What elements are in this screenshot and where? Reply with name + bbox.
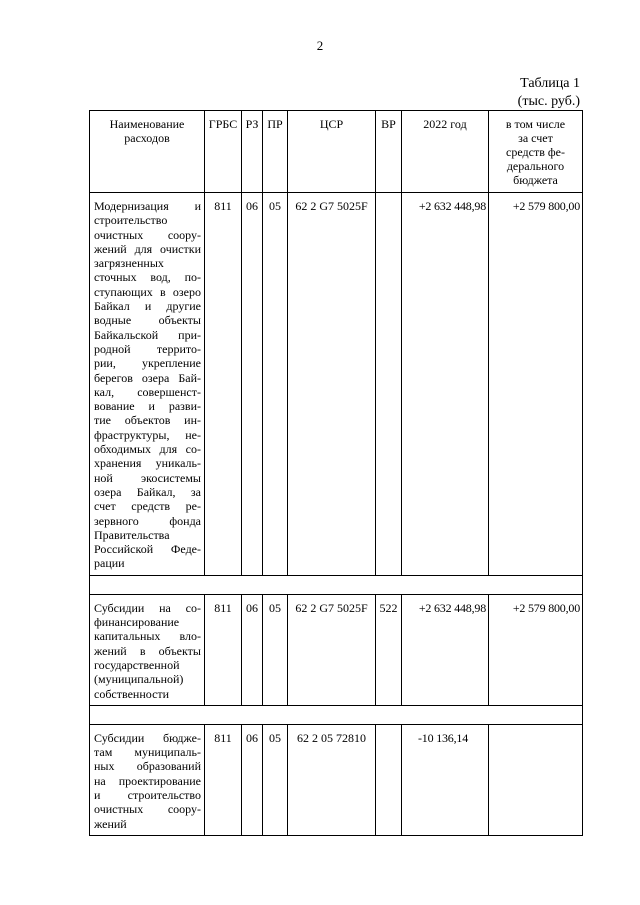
row-name-line: загрязненных bbox=[94, 256, 164, 271]
row-name-line: фраструктуры, не- bbox=[94, 427, 201, 442]
table-row bbox=[90, 193, 583, 576]
row-name-line: там муниципаль- bbox=[94, 745, 201, 760]
row-name-line: очистных соору- bbox=[94, 227, 201, 242]
row-pr: 05 bbox=[263, 193, 288, 576]
header-vr: ВР bbox=[376, 111, 402, 193]
row-name-line: собственности bbox=[94, 686, 170, 701]
header-federal-line: за счет bbox=[518, 131, 553, 145]
row-csr: 62 2 G7 5025F bbox=[288, 594, 376, 705]
row-name-line: тие объектов ин- bbox=[94, 413, 201, 428]
row-name-line: ступающих в озеро bbox=[94, 284, 201, 299]
row-csr: 62 2 05 72810 bbox=[288, 724, 376, 835]
row-rz: 06 bbox=[242, 724, 263, 835]
header-pr: ПР bbox=[263, 111, 288, 193]
table-caption: Таблица 1 bbox=[520, 76, 580, 91]
row-rz: 06 bbox=[242, 594, 263, 705]
row-year-amount: -10 136,14 bbox=[402, 724, 489, 835]
row-name bbox=[90, 724, 205, 835]
table-gap-cell bbox=[90, 575, 583, 594]
header-federal-line: в том числе bbox=[505, 117, 566, 131]
row-name-line: жений bbox=[94, 816, 127, 831]
row-pr: 05 bbox=[263, 594, 288, 705]
row-name-line: государственной bbox=[94, 657, 180, 672]
row-name-line: финансирование bbox=[94, 615, 180, 630]
row-pr: 05 bbox=[263, 724, 288, 835]
table-units: (тыс. руб.) bbox=[517, 94, 580, 109]
row-vr: 522 bbox=[376, 594, 402, 705]
row-grbs: 811 bbox=[205, 594, 242, 705]
header-year: 2022 год bbox=[402, 111, 489, 193]
row-name-line: Байкал и другие bbox=[94, 299, 201, 314]
row-grbs: 811 bbox=[205, 193, 242, 576]
header-name-line: расходов bbox=[124, 131, 170, 145]
row-name-line: Модернизация и bbox=[94, 199, 201, 213]
row-name-line: и строительство bbox=[94, 787, 201, 802]
row-name-line: вование и разви- bbox=[94, 399, 201, 414]
row-name-line: (муниципальной) bbox=[94, 672, 184, 687]
header-grbs: ГРБС bbox=[205, 111, 242, 193]
table-header-row bbox=[90, 111, 583, 193]
row-rz: 06 bbox=[242, 193, 263, 576]
row-vr bbox=[376, 724, 402, 835]
row-name bbox=[90, 594, 205, 705]
row-name-line: рии, укрепление bbox=[94, 356, 201, 371]
row-csr: 62 2 G7 5025F bbox=[288, 193, 376, 576]
row-grbs: 811 bbox=[205, 724, 242, 835]
header-name bbox=[90, 111, 205, 193]
row-name-line: хранения уникаль- bbox=[94, 456, 201, 471]
row-name-line: водные объекты bbox=[94, 313, 201, 328]
row-federal-amount: +2 579 800,00 bbox=[489, 594, 583, 705]
header-federal-line: бюджета bbox=[513, 173, 558, 187]
row-name-line: жений для очистки bbox=[94, 241, 201, 256]
row-name-line: рации bbox=[94, 556, 125, 571]
row-name-line: Субсидии бюдже- bbox=[94, 730, 201, 745]
row-name-line: кал, совершенст- bbox=[94, 384, 201, 399]
row-name-line: ной экосистемы bbox=[94, 470, 201, 485]
row-name-line: счет средств ре- bbox=[94, 499, 201, 514]
row-name-line: Правительства bbox=[94, 527, 170, 542]
row-name-line: очистных соору- bbox=[94, 802, 201, 817]
header-csr: ЦСР bbox=[288, 111, 376, 193]
row-federal-amount: +2 579 800,00 bbox=[489, 193, 583, 576]
table-row bbox=[90, 594, 583, 705]
row-name-line: озера Байкал, за bbox=[94, 484, 201, 499]
row-name-line: капитальных вло- bbox=[94, 629, 201, 644]
expenses-table bbox=[89, 110, 583, 836]
row-federal-amount bbox=[489, 724, 583, 835]
row-vr bbox=[376, 193, 402, 576]
page-number: 2 bbox=[316, 38, 324, 53]
row-name-line: Российской Феде- bbox=[94, 542, 201, 557]
row-name-line: Байкальской при- bbox=[94, 327, 201, 342]
table-gap bbox=[90, 575, 583, 594]
row-name-line: на проектирование bbox=[94, 773, 201, 788]
row-year-amount: +2 632 448,98 bbox=[402, 594, 489, 705]
row-name-line: обходимых для со- bbox=[94, 442, 201, 457]
header-name-line: Наименование bbox=[109, 117, 185, 131]
row-name-line: ных образований bbox=[94, 759, 201, 774]
row-name-line: зервного фонда bbox=[94, 513, 201, 528]
row-name-line: родной террито- bbox=[94, 341, 201, 356]
row-name bbox=[90, 193, 205, 576]
row-year-amount: +2 632 448,98 bbox=[402, 193, 489, 576]
table-gap bbox=[90, 705, 583, 724]
header-federal bbox=[489, 111, 583, 193]
header-federal-line: средств фе- bbox=[506, 145, 565, 159]
header-rz: РЗ bbox=[242, 111, 263, 193]
row-name-line: Субсидии на со- bbox=[94, 600, 201, 615]
row-name-line: строительство bbox=[94, 213, 168, 228]
row-name-line: жений в объекты bbox=[94, 643, 201, 658]
header-federal-line: дерального bbox=[506, 159, 565, 173]
row-name-line: сточных вод, по- bbox=[94, 270, 201, 285]
table-gap-cell bbox=[90, 705, 583, 724]
row-name-line: берегов озера Бай- bbox=[94, 370, 201, 385]
table-row bbox=[90, 724, 583, 835]
